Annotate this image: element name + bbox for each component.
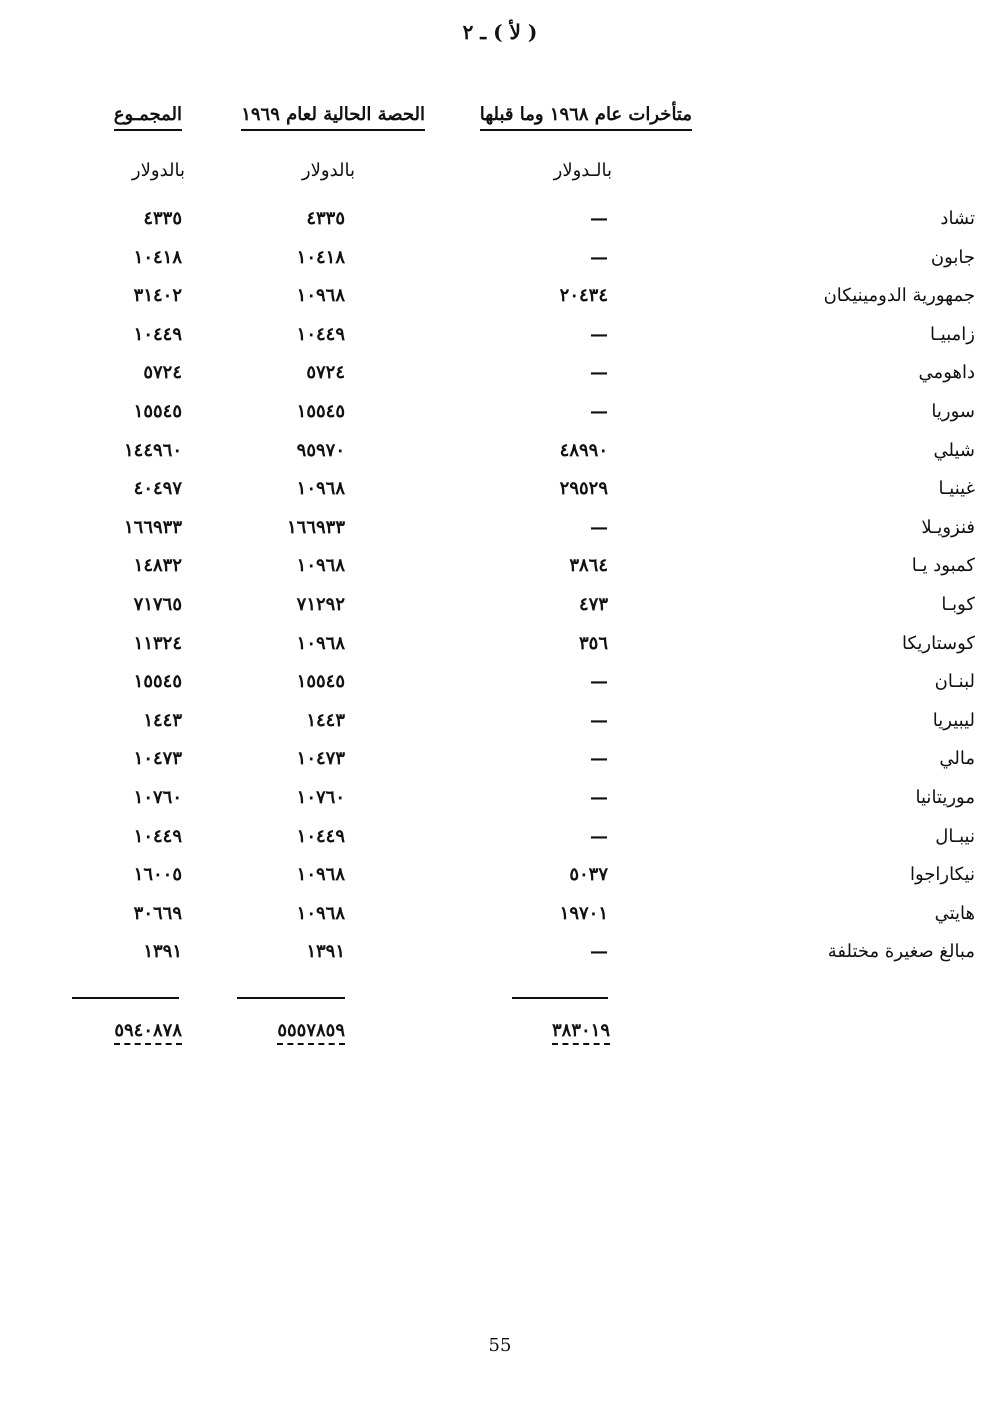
table-row (0, 748, 1000, 778)
country-name: هايتي (934, 902, 975, 924)
unit-total: بالدولار (131, 160, 185, 181)
arrears-value: — (590, 323, 608, 345)
current-share-value: ١٠٩٦٨ (296, 632, 345, 654)
arrears-value: — (590, 941, 608, 963)
table-row (0, 787, 1000, 817)
total-value: ١٥٥٤٥ (133, 671, 182, 693)
total-value: ١٤٤٩٦٠ (123, 439, 182, 461)
current-share-value: ١٠٧٦٠ (296, 787, 345, 808)
country-name: نيكاراجوا (910, 864, 975, 886)
arrears-value: — (590, 362, 608, 384)
arrears-value: — (590, 787, 608, 808)
table-row (0, 671, 1000, 701)
grand-total: ٥٩٤٠٨٧٨ (114, 1020, 182, 1045)
unit-arrears: بالـدولار (553, 160, 612, 181)
current-share-value: ١٤٤٣ (306, 709, 345, 731)
current-share-value: ١٠٩٦٨ (296, 285, 345, 307)
total-value: ٣١٤٠٢ (133, 285, 182, 307)
country-name: داهومي (918, 362, 975, 384)
subtotal-rule-total (72, 997, 179, 999)
total-value: ١٦٠٠٥ (133, 864, 182, 886)
page-reference: ( ﻟﺄ ) ـ ٢ (462, 20, 538, 44)
current-share-value: ٤٣٣٥ (306, 208, 345, 229)
table-row (0, 710, 1000, 740)
current-share-value: ٥٧٢٤ (306, 362, 345, 384)
country-name: تشاد (940, 208, 975, 229)
total-value: ٥٧٢٤ (143, 362, 182, 384)
table-row (0, 478, 1000, 508)
header-total: المجمـوع (114, 104, 182, 131)
country-name: ليبيريا (932, 709, 975, 731)
total-value: ١٥٥٤٥ (133, 401, 182, 422)
totals-row (0, 1020, 1000, 1052)
table-row (0, 285, 1000, 315)
country-name: غينيـا (938, 478, 975, 500)
country-name: جمهورية الدومينيكان (823, 285, 975, 307)
country-name: نيبـال (935, 825, 975, 847)
total-value: ٤٠٤٩٧ (133, 478, 182, 500)
country-name: لبنـان (934, 671, 975, 693)
total-value: ١٠٤١٨ (133, 246, 182, 268)
table-row (0, 594, 1000, 624)
total-value: ٣٠٦٦٩ (133, 902, 182, 924)
arrears-value: ٣٨٦٤ (569, 555, 608, 577)
country-name: سوريا (931, 401, 975, 422)
total-value: ١٤٤٣ (143, 709, 182, 731)
country-name: كمبود يـا (911, 555, 975, 577)
table-row (0, 555, 1000, 585)
table-row (0, 941, 1000, 971)
subtotal-rule-arrears (512, 997, 608, 999)
table-row (0, 208, 1000, 238)
arrears-value: — (590, 208, 608, 229)
arrears-value: — (590, 709, 608, 731)
arrears-value: — (590, 748, 608, 770)
total-value: ٤٣٣٥ (143, 208, 182, 229)
subtotal-rule-share (237, 997, 345, 999)
current-share-value: ١٥٥٤٥ (296, 671, 345, 693)
total-value: ١٣٩١ (143, 941, 182, 963)
current-share-value: ١٠٩٦٨ (296, 902, 345, 924)
country-name: جابون (930, 246, 975, 268)
country-name: فنزويـلا (921, 516, 975, 538)
table-row (0, 362, 1000, 392)
page-number: 55 (488, 1335, 512, 1356)
country-name: كوبـا (941, 594, 975, 615)
table-row (0, 864, 1000, 894)
current-share-value: ١٥٥٤٥ (296, 401, 345, 422)
arrears-value: — (590, 401, 608, 422)
total-value: ٧١٧٦٥ (133, 594, 182, 615)
current-share-value: ٩٥٩٧٠ (296, 439, 345, 461)
table-row (0, 440, 1000, 470)
country-name: شيلي (933, 439, 975, 461)
total-value: ١٤٨٣٢ (133, 555, 182, 577)
table-row (0, 826, 1000, 856)
current-share-value: ١٣٩١ (306, 941, 345, 963)
unit-current-share: بالدولار (301, 160, 355, 181)
current-share-value: ١٠٩٦٨ (296, 555, 345, 577)
total-value: ١٠٧٦٠ (133, 787, 182, 808)
country-name: زامبيـا (930, 323, 975, 345)
current-share-value: ١٠٤٤٩ (296, 323, 345, 345)
total-current-share: ٥٥٥٧٨٥٩ (277, 1020, 345, 1045)
arrears-value: — (590, 516, 608, 538)
table-row (0, 247, 1000, 277)
total-value: ١٠٤٧٣ (133, 748, 182, 770)
header-arrears: متأخرات عام ١٩٦٨ وما قبلها (480, 104, 692, 131)
country-name: مبالغ صغيرة مختلفة (827, 941, 975, 963)
country-name: مالي (939, 748, 975, 770)
table-row (0, 517, 1000, 547)
arrears-value: ٢٩٥٢٩ (559, 478, 608, 500)
header-current-share: الحصة الحالية لعام ١٩٦٩ (241, 104, 425, 131)
arrears-value: — (590, 246, 608, 268)
current-share-value: ٧١٢٩٢ (296, 594, 345, 615)
total-value: ١٦٦٩٣٣ (123, 516, 182, 538)
arrears-value: — (590, 671, 608, 693)
table-row (0, 903, 1000, 933)
table-row (0, 324, 1000, 354)
current-share-value: ١٠٤١٨ (296, 246, 345, 268)
total-value: ١١٣٢٤ (133, 632, 182, 654)
current-share-value: ١٠٤٤٩ (296, 825, 345, 847)
table-row (0, 401, 1000, 431)
total-value: ١٠٤٤٩ (133, 825, 182, 847)
current-share-value: ١٠٩٦٨ (296, 478, 345, 500)
current-share-value: ١٠٩٦٨ (296, 864, 345, 886)
arrears-value: ٤٧٣ (578, 594, 608, 615)
country-name: كوستاريكا (902, 632, 975, 654)
country-name: موريتانيا (915, 787, 975, 808)
table-row (0, 633, 1000, 663)
arrears-value: ٢٠٤٣٤ (559, 285, 608, 307)
total-value: ١٠٤٤٩ (133, 323, 182, 345)
arrears-value: ٣٥٦ (578, 632, 608, 654)
total-arrears: ٣٨٣٠١٩ (552, 1020, 610, 1045)
arrears-value: ٤٨٩٩٠ (559, 439, 608, 461)
arrears-value: — (590, 825, 608, 847)
arrears-value: ١٩٧٠١ (559, 902, 608, 924)
current-share-value: ١٦٦٩٣٣ (286, 516, 345, 538)
current-share-value: ١٠٤٧٣ (296, 748, 345, 770)
arrears-value: ٥٠٣٧ (569, 864, 608, 886)
